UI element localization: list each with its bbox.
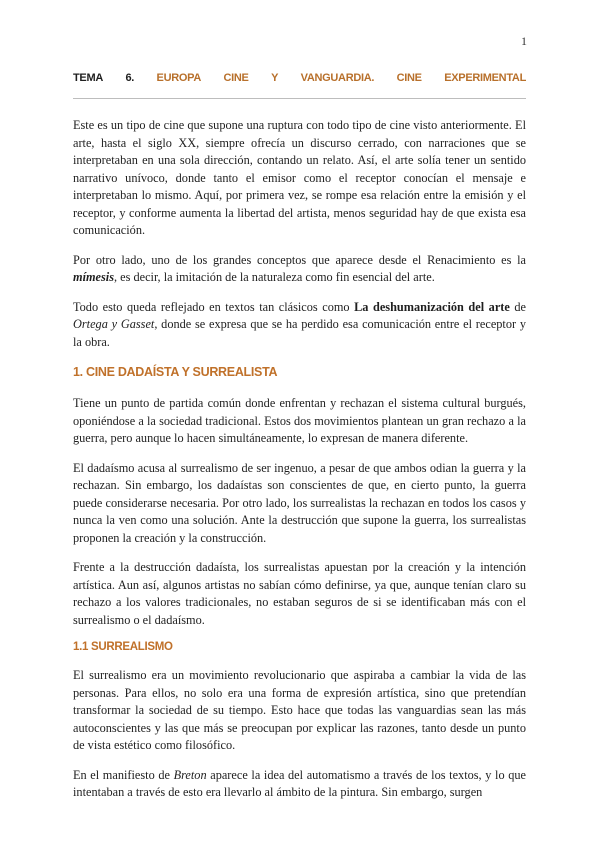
header-word-5: CINE — [396, 72, 422, 84]
text-span: , es decir, la imitación de la naturaleza como fin esencial del arte. — [114, 270, 435, 284]
text-span: aparece la idea del automatismo a través de los textos, y lo que intentaban a través de esto era llevarlo al ámbito de la pintura. Sin embargo, surgen — [73, 767, 526, 799]
header-word-6: EXPERIMENTAL — [444, 72, 526, 84]
paragraph-ortega — [73, 299, 526, 352]
header-tema: TEMA — [73, 72, 103, 84]
header-word-4: VANGUARDIA. — [300, 72, 375, 84]
header-word-2: CINE — [223, 72, 249, 84]
header-word-3: Y — [271, 72, 279, 84]
paragraph-intro: Este es un tipo de cine que supone una ruptura con todo tipo de cine visto anteriormente. El arte, hasta el siglo XX, siempre ofrecía un discurso cerrado, con narraciones que se interpretaban en una sola dirección, contando un relato. Así, el arte solía tener un sentido narrativo unívoco, donde tanto el emisor como el receptor conocían el mensaje e interpretaban lo mismo. Aquí, por primera vez, se rompe esa relación entre la emisión y el receptor, y conforme aumenta la libertad del artista, menos seguridad hay de que exista esa comunicación. — [73, 118, 526, 237]
book-title: La deshumanización del arte — [354, 299, 510, 314]
paragraph-surrealism: El surrealismo era un movimiento revolucionario que aspiraba a cambiar la vida de las personas. Para ellos, no solo era una forma de expresión artística, sino que pretendían transformar la sociedad de su tiempo. Esto hace que todas las vanguardias sean las más autoconscientes y las que más se preocupan por explicar las razones, tanto desde un punto de vista estético como filosófico. — [73, 668, 526, 752]
paragraph-dadaism: El dadaísmo acusa al surrealismo de ser ingenuo, a pesar de que ambos odian la guerra y la rechazan. Sin embargo, los dadaístas son conscientes de que, en cierto punto, la guerra puede considerarse necesaria. Por otro lado, los surrealistas la rechazan en todos los casos y nunca la ven como una solución. Ante la destrucción que supone la guerra, los surrealistas proponen la creación y la construcción. — [73, 460, 526, 545]
author-ortega: Ortega y Gasset — [73, 317, 155, 331]
text-span: de — [509, 299, 526, 314]
header-number: 6. — [125, 72, 135, 84]
section-heading-1-1: 1.1 SURREALISMO — [73, 641, 173, 653]
paragraph-creation: Frente a la destrucción dadaísta, los surrealistas apuestan por la creación y la intención artística. Aun así, algunos artistas no sabían cómo definirse, ya que, aunque tenían claro su rechazo a los valores tradicionales, no estaban seguros de si se identificaban más con el surrealismo o el dadaísmo. — [73, 560, 526, 627]
document-body — [73, 117, 526, 814]
text-span: Todo esto queda reflejado en textos tan clásicos como — [73, 299, 355, 314]
running-header — [73, 72, 526, 84]
header-word-1: EUROPA — [156, 72, 201, 84]
page-number: 1 — [521, 34, 527, 48]
paragraph-mimesis — [73, 252, 526, 287]
paragraph-common-origin: Tiene un punto de partida común donde enfrentan y rechazan el sistema cultural burgués, oponiéndose a la sociedad tradicional. Estos dos movimientos plantean un gran rechazo a la guerra, pero aunque lo hacen simultáneamente, lo expresan de manera diferente. — [73, 396, 526, 445]
text-span: Por otro lado, uno de los grandes conceptos que aparece desde el Renacimiento es la — [73, 252, 526, 267]
text-span: En el manifiesto de — [73, 767, 174, 782]
header-divider — [73, 98, 526, 99]
text-span: , donde se expresa que se ha perdido esa comunicación entre el receptor y la obra. — [73, 317, 527, 349]
paragraph-breton — [73, 767, 526, 802]
author-breton: Breton — [173, 767, 207, 782]
section-heading-1: 1. CINE DADAÍSTA Y SURREALISTA — [73, 365, 278, 379]
term-mimesis: mímesis — [73, 270, 114, 284]
